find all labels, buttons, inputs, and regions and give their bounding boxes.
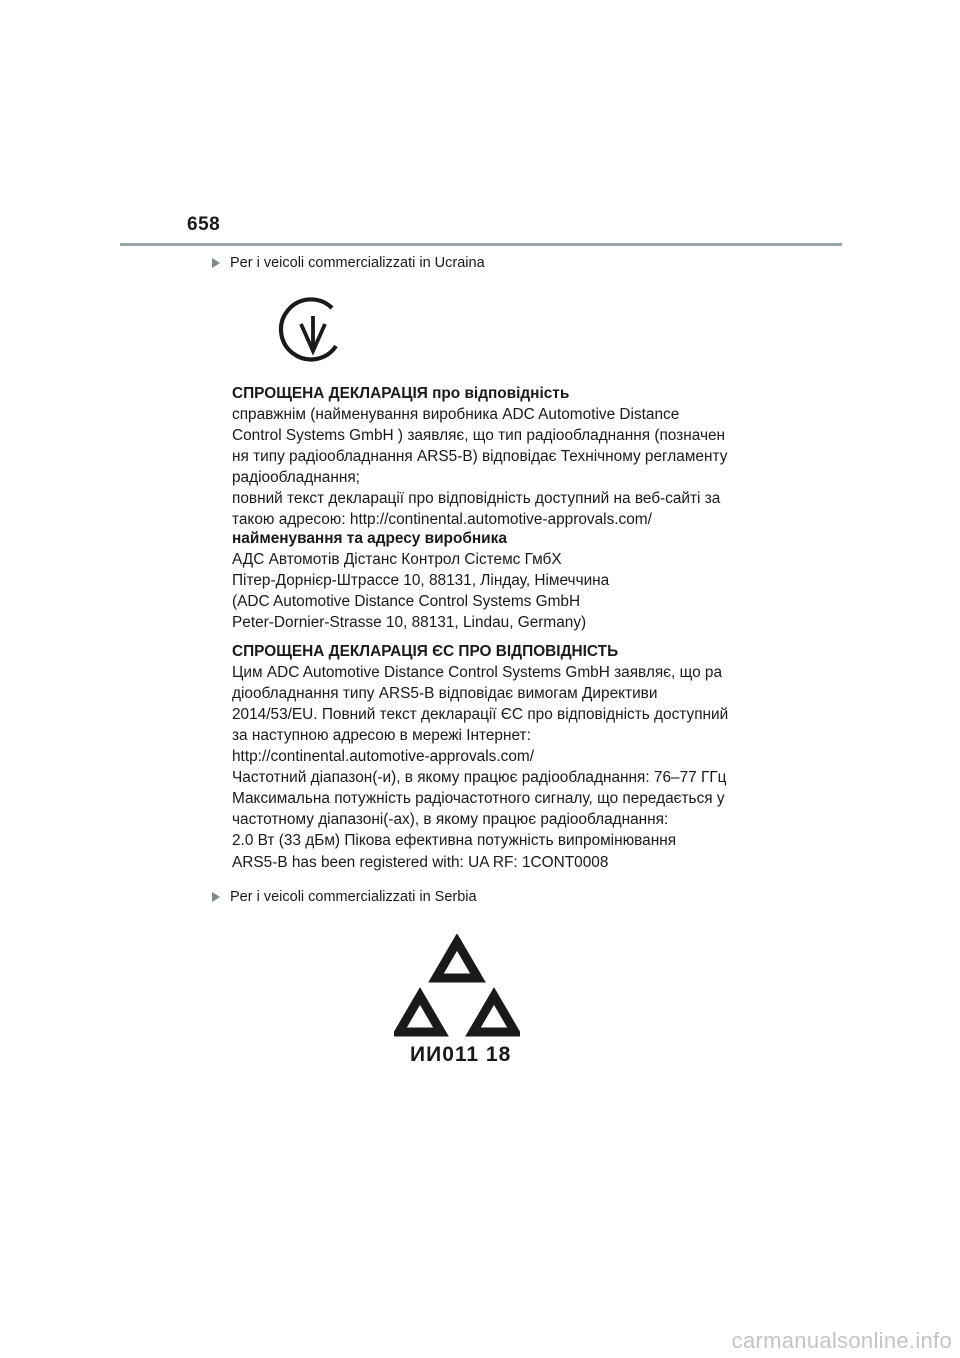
section-label-ukraine-text: Per i veicoli commercializzati in Ucraina [230, 255, 485, 271]
declaration-heading: СПРОЩЕНА ДЕКЛАРАЦІЯ про відповідність [232, 385, 570, 402]
declaration-eu-line: діообладнання типу ARS5-B відповідає вимогам Директиви [232, 685, 658, 702]
declaration-line: такою адресою: http://continental.automotive-approvals.com/ [232, 511, 652, 528]
manufacturer-line: (ADC Automotive Distance Control Systems GmbH [232, 593, 581, 610]
manufacturer-line: АДС Автомотів Дістанс Контрол Сістемс ГмбХ [232, 551, 562, 568]
registration-block [232, 852, 752, 873]
triangle-bullet-icon [212, 258, 220, 268]
declaration-eu-line: http://continental.automotive-approvals.com/ [232, 748, 534, 765]
declaration-eu-line: 2.0 Вт (33 дБм) Пікова ефективна потужність випромінювання [232, 832, 677, 849]
page-number: 658 [187, 214, 221, 235]
declaration-line: ня типу радіообладнання ARS5-B) відповідає Технічному регламенту [232, 448, 728, 465]
header-rule [120, 243, 842, 246]
declaration-eu-line: 2014/53/EU. Повний текст декларації ЄС про відповідність доступний [232, 706, 729, 723]
declaration-line: Control Systems GmbH ) заявляє, що тип радіообладнання (позначен [232, 427, 726, 444]
declaration-line: повний текст декларації про відповідність доступний на веб-сайті за [232, 490, 721, 507]
manufacturer-heading: найменування та адресу виробника [232, 530, 507, 547]
ukrsepro-mark-icon [276, 296, 346, 366]
declaration-line: радіообладнання; [232, 469, 360, 486]
declaration-eu-heading: СПРОЩЕНА ДЕКЛАРАЦІЯ ЄС ПРО ВІДПОВІДНІСТЬ [232, 643, 619, 660]
triangle-bullet-icon [212, 892, 220, 902]
serbian-approval-code: ИИ011 18 [410, 1043, 512, 1066]
section-label-serbia-text: Per i veicoli commercializzati in Serbia [230, 889, 477, 905]
declaration-eu-line: за наступною адресою в мережі Інтернет: [232, 727, 531, 744]
registration-text: ARS5-B has been registered with: UA RF: 1CONT0008 [232, 854, 609, 871]
declaration-simplified [232, 383, 752, 530]
declaration-eu-line: Максимальна потужність радіочастотного сигналу, що передається у [232, 790, 725, 807]
declaration-eu-line: Цим ADC Automotive Distance Control Systems GmbH заявляє, що ра [232, 664, 723, 681]
declaration-line: справжнім (найменування виробника ADC Automotive Distance [232, 406, 680, 423]
section-label-serbia [212, 889, 477, 905]
section-label-ukraine [212, 255, 485, 271]
serbian-conformity-mark-icon [394, 934, 520, 1042]
manufacturer-block [232, 528, 752, 633]
manufacturer-line: Пітер-Дорнієр-Штрассе 10, 88131, Ліндау, Німеччина [232, 572, 610, 589]
watermark: carmanualsonline.info [731, 1328, 952, 1353]
declaration-eu-line: частотному діапазоні(-ах), в якому працює радіообладнання: [232, 811, 669, 828]
manufacturer-line: Peter-Dornier-Strasse 10, 88131, Lindau, Germany) [232, 614, 587, 631]
declaration-eu-line: Частотний діапазон(-и), в якому працює радіообладнання: 76–77 ГГц [232, 769, 727, 786]
declaration-eu [232, 641, 752, 851]
